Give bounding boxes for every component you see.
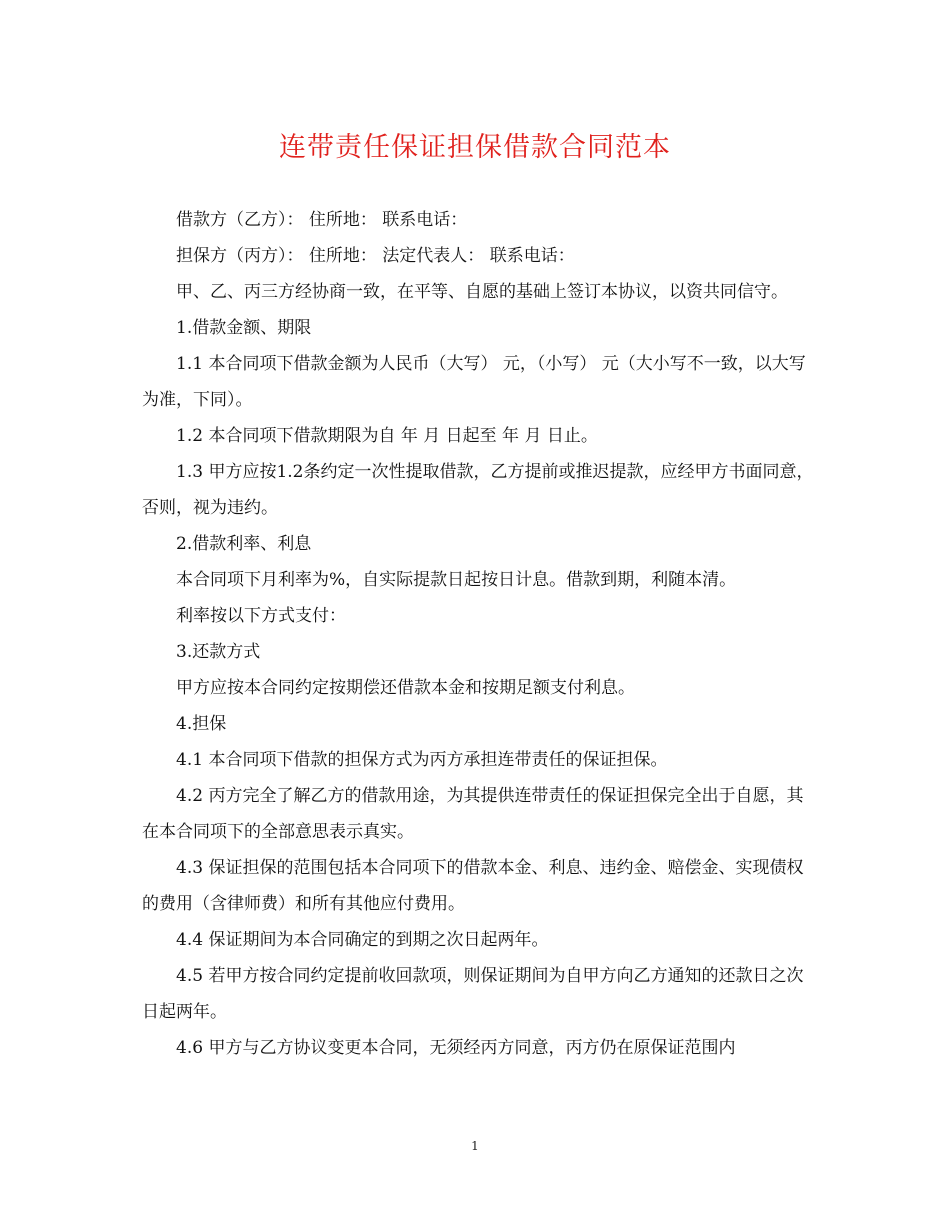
paragraph-guarantor: 担保方（丙方）： 住所地： 法定代表人： 联系电话：	[176, 246, 575, 266]
section-heading-1: 1.借款金额、期限	[176, 318, 312, 338]
clause-4-4: 4.4 保证期间为本合同确定的到期之次日起两年。	[176, 930, 549, 950]
paragraph-preamble: 甲、乙、丙三方经协商一致，在平等、自愿的基础上签订本协议，以资共同信守。	[176, 282, 788, 302]
clause-4-3: 4.3 保证担保的范围包括本合同项下的借款本金、利息、违约金、赔偿金、实现债权的费用（含律师费）和所有其他应付费用。	[142, 858, 804, 914]
clause-4-6: 4.6 甲方与乙方协议变更本合同，无须经丙方同意，丙方仍在原保证范围内	[176, 1038, 736, 1058]
paragraph-interest-rate: 本合同项下月利率为%，自实际提款日起按日计息。借款到期，利随本清。	[176, 570, 737, 590]
section-heading-4: 4.担保	[176, 714, 227, 734]
document-title: 连带责任保证担保借款合同范本	[279, 132, 671, 163]
clause-4-5: 4.5 若甲方按合同约定提前收回款项，则保证期间为自甲方向乙方通知的还款日之次日起两年。	[142, 966, 804, 1022]
paragraph-borrower: 借款方（乙方）： 住所地： 联系电话：	[176, 210, 468, 230]
clause-4-2: 4.2 丙方完全了解乙方的借款用途，为其提供连带责任的保证担保完全出于自愿，其在本合同项下的全部意思表示真实。	[142, 786, 804, 842]
paragraph-payment-method: 利率按以下方式支付：	[176, 606, 346, 626]
paragraph-repayment: 甲方应按本合同约定按期偿还借款本金和按期足额支付利息。	[176, 678, 635, 698]
section-heading-2: 2.借款利率、利息	[176, 534, 312, 554]
clause-1-2: 1.2 本合同项下借款期限为自 年 月 日起至 年 月 日止。	[176, 426, 598, 446]
clause-1-3: 1.3 甲方应按1.2条约定一次性提取借款，乙方提前或推迟提款，应经甲方书面同意，否则，视为违约。	[142, 462, 814, 518]
clause-4-1: 4.1 本合同项下借款的担保方式为丙方承担连带责任的保证担保。	[176, 750, 668, 770]
section-heading-3: 3.还款方式	[176, 642, 261, 662]
clause-1-1: 1.1 本合同项下借款金额为人民币（大写） 元，（小写） 元（大小写不一致，以大写为准，下同）。	[142, 354, 806, 410]
document-body	[142, 202, 814, 1066]
page-number: 1	[471, 1139, 479, 1153]
